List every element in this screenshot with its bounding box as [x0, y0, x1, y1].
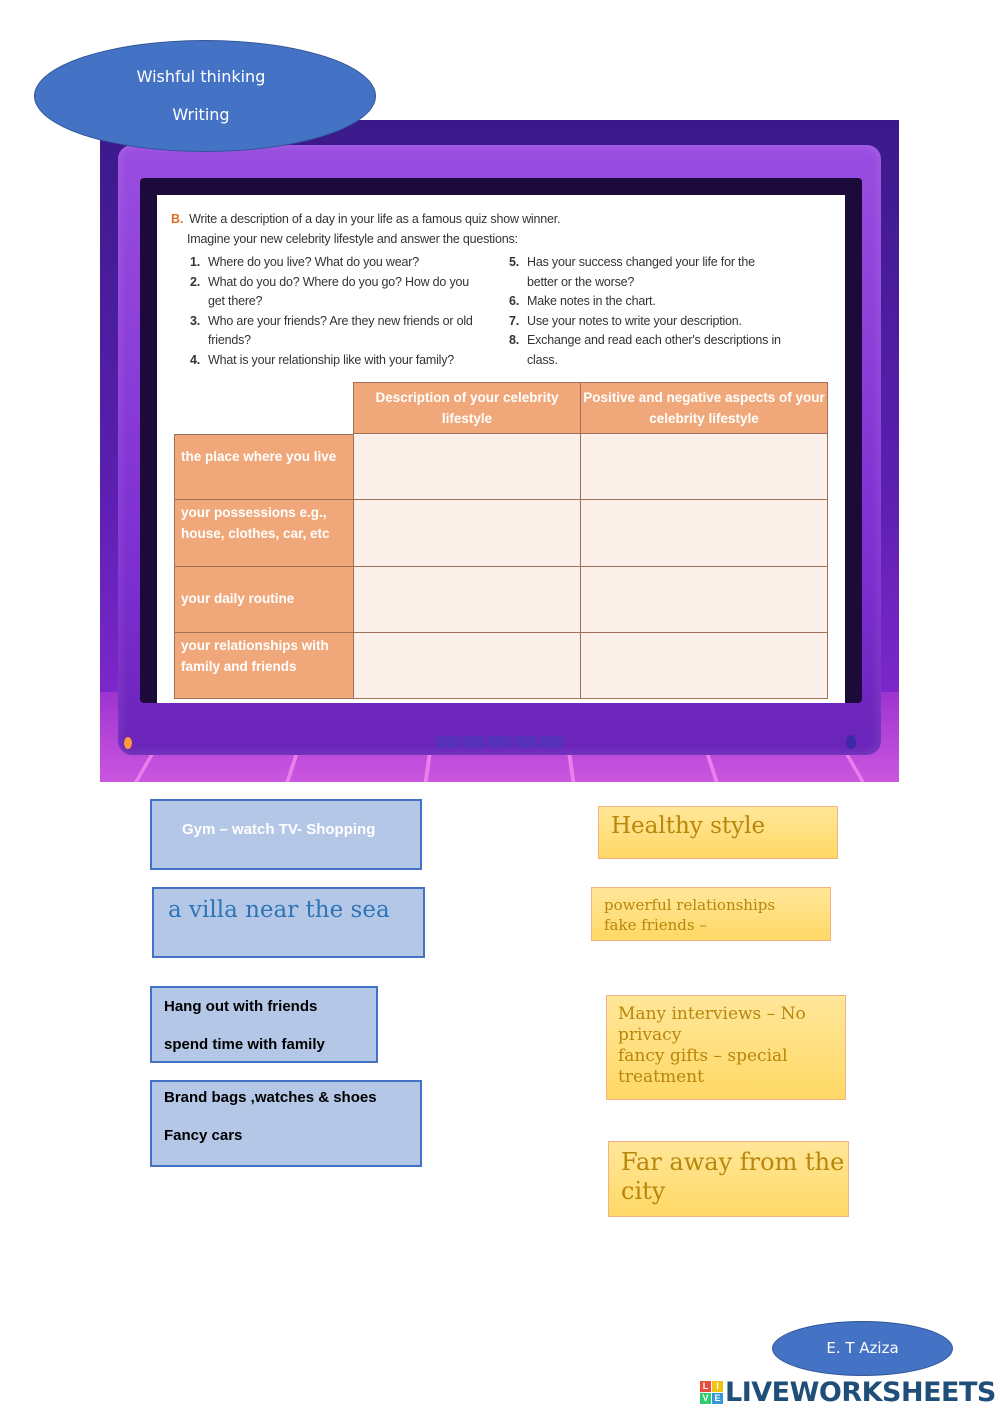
answer-box-aspect-relationships[interactable] [591, 887, 831, 941]
tv-screen [157, 195, 845, 703]
worksheet-instructions [171, 209, 560, 249]
answer-line: fake friends – [604, 916, 707, 934]
chart-header-aspects: Positive and negative aspects of your celebrity lifestyle [581, 382, 828, 434]
chart-header-description: Description of your celebrity lifestyle [354, 382, 581, 434]
instruction-line-1: Write a description of a day in your life as a famous quiz show winner. [189, 212, 561, 226]
answer-box-aspect-routine[interactable]: Healthy style [598, 806, 838, 859]
answer-box-place[interactable]: a villa near the sea [152, 887, 425, 958]
worksheet-title: Wishful thinking [136, 67, 266, 86]
question-item: 2. What do you do? Where do you go? How do you get there? [190, 274, 470, 308]
answer-line: Fancy cars [164, 1127, 243, 1144]
questions-right [509, 253, 809, 370]
lifestyle-chart [174, 382, 829, 699]
question-item: 5. Has your success changed your life for the better or the worse? [509, 255, 755, 289]
answer-box-relationships[interactable] [150, 986, 378, 1063]
title-oval [34, 40, 376, 152]
answer-line: fancy gifts – special treatment [618, 1046, 788, 1087]
tv-buttons [436, 736, 563, 748]
tv-sensor [846, 735, 856, 749]
answer-box-aspect-possessions[interactable] [606, 995, 846, 1100]
answer-box-aspect-place[interactable]: Far away from the city [608, 1141, 849, 1217]
worksheet-image [157, 195, 845, 703]
question-item: 1. Where do you live? What do you wear? [190, 255, 419, 269]
answer-line: Brand bags ,watches & shoes [164, 1089, 377, 1106]
answer-line: powerful relationships [604, 896, 776, 914]
section-letter: B. [171, 212, 184, 226]
instruction-line-2: Imagine your new celebrity lifestyle and answer the questions: [187, 232, 518, 246]
worksheet-subtitle: Writing [172, 105, 230, 124]
questions-left [190, 253, 490, 370]
answer-line: Many interviews – No privacy [618, 1004, 806, 1045]
question-item: 4. What is your relationship like with your family? [190, 352, 455, 367]
chart-row-label: your daily routine [174, 567, 354, 633]
chart-row-label: the place where you live [174, 434, 354, 500]
liveworksheets-logo-icon: L I V E [700, 1381, 723, 1404]
question-item: 6. Make notes in the chart. [509, 294, 656, 308]
liveworksheets-brand [700, 1375, 996, 1409]
chart-row-label: your relationships with family and friends [174, 633, 354, 699]
tv-illustration [100, 120, 899, 782]
brand-wordmark: LIVEWORKSHEETS [725, 1376, 996, 1408]
tv-power-led [124, 737, 132, 749]
chart-row-label: your possessions e.g., house, clothes, car, etc [174, 500, 354, 567]
answer-line: Hang out with friends [164, 998, 318, 1015]
answer-box-daily-routine[interactable]: Gym – watch TV- Shopping [150, 799, 422, 870]
question-item: 8. Exchange and read each other's descriptions in class. [509, 333, 781, 367]
answer-line: spend time with family [164, 1036, 325, 1053]
question-item: 7. Use your notes to write your description. [509, 313, 742, 328]
question-item: 3. Who are your friends? Are they new friends or old friends? [190, 313, 473, 347]
author-badge: E. T Aziza [772, 1321, 953, 1376]
answer-box-possessions[interactable] [150, 1080, 422, 1167]
